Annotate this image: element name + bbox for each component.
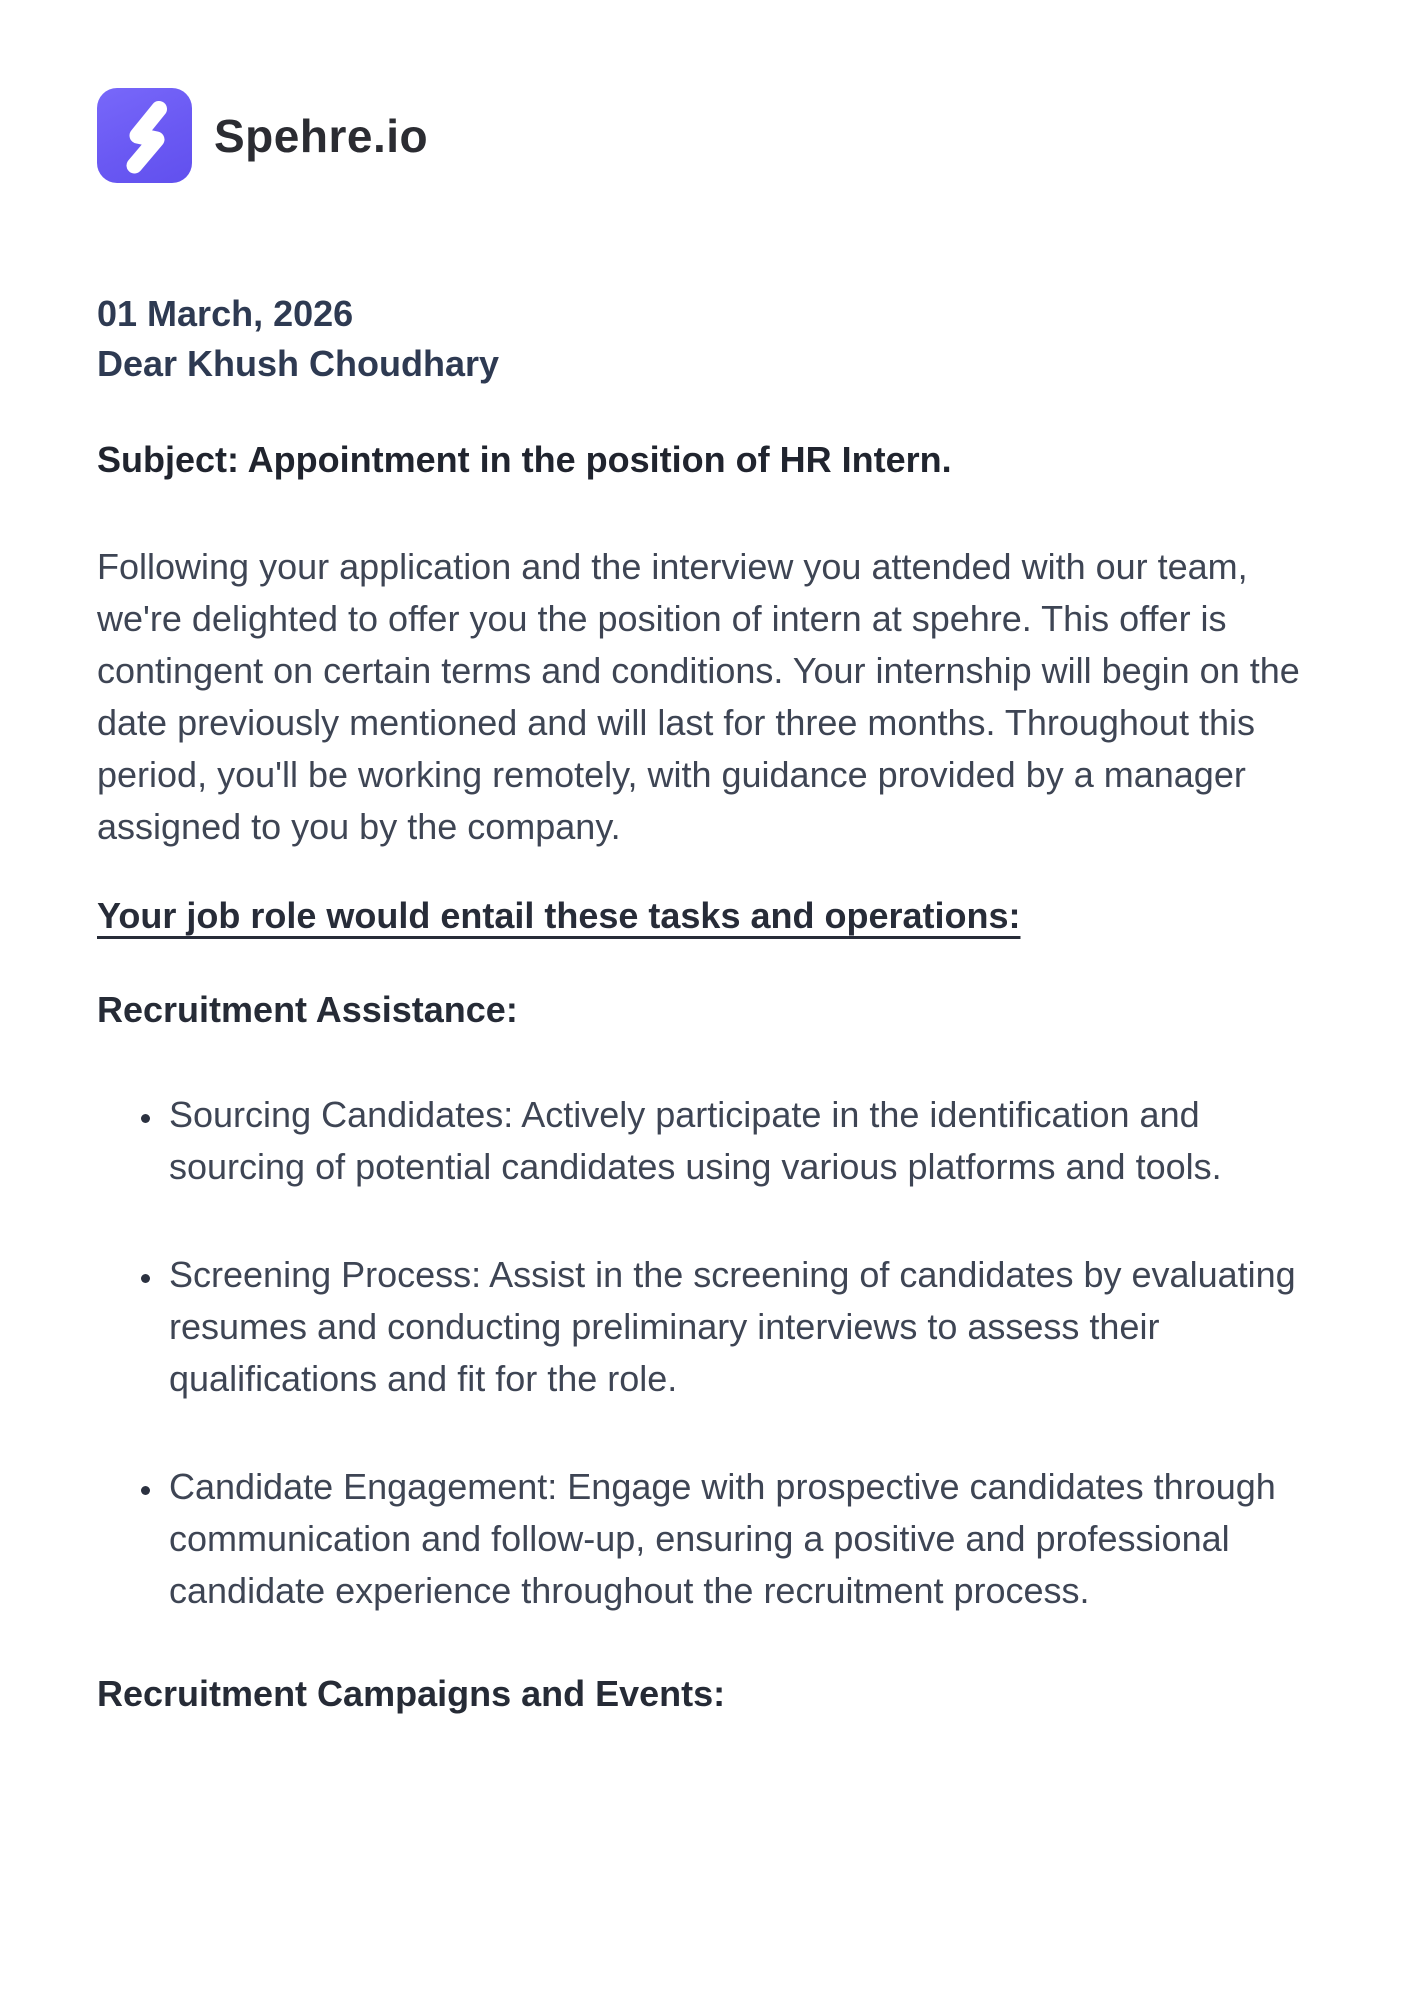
tasks-heading: Your job role would entail these tasks and operations: <box>97 895 1021 936</box>
section-title-recruitment-campaigns: Recruitment Campaigns and Events: <box>97 1673 726 1714</box>
brand-name: Spehre.io <box>214 109 429 162</box>
letter-subject: Subject: Appointment in the position of HR Intern. <box>97 439 952 480</box>
spehre-bolt-icon <box>97 88 192 183</box>
letter-body <box>97 289 1326 1715</box>
list-item: • Sourcing Candidates: Actively participate in the identification and sourcing of potential candidates using various platforms and tools. <box>165 1089 1326 1193</box>
list-item: • Candidate Engagement: Engage with prospective candidates through communication and follow-up, ensuring a positive and professional candidate experience throughout the recruitment process. <box>165 1461 1326 1617</box>
list-item: • Screening Process: Assist in the screening of candidates by evaluating resumes and conducting preliminary interviews to assess their qualifications and fit for the role. <box>165 1249 1326 1405</box>
recruitment-assistance-list <box>97 1089 1326 1617</box>
brand-header <box>97 88 1326 183</box>
date-salutation-block <box>97 289 1326 389</box>
letter-date: 01 March, 2026 <box>97 293 354 334</box>
intro-paragraph: Following your application and the interview you attended with our team, we're delighted to offer you the position of intern at spehre. This offer is contingent on certain terms and conditions. Your internship will begin on the date previously mentioned and will last for three months. Throughout this period, you'll be working remotely, with guidance provided by a manager assigned to you by the company. <box>97 546 1300 847</box>
section-title-recruitment-assistance: Recruitment Assistance: <box>97 989 518 1030</box>
letter-salutation: Dear Khush Choudhary <box>97 343 500 384</box>
